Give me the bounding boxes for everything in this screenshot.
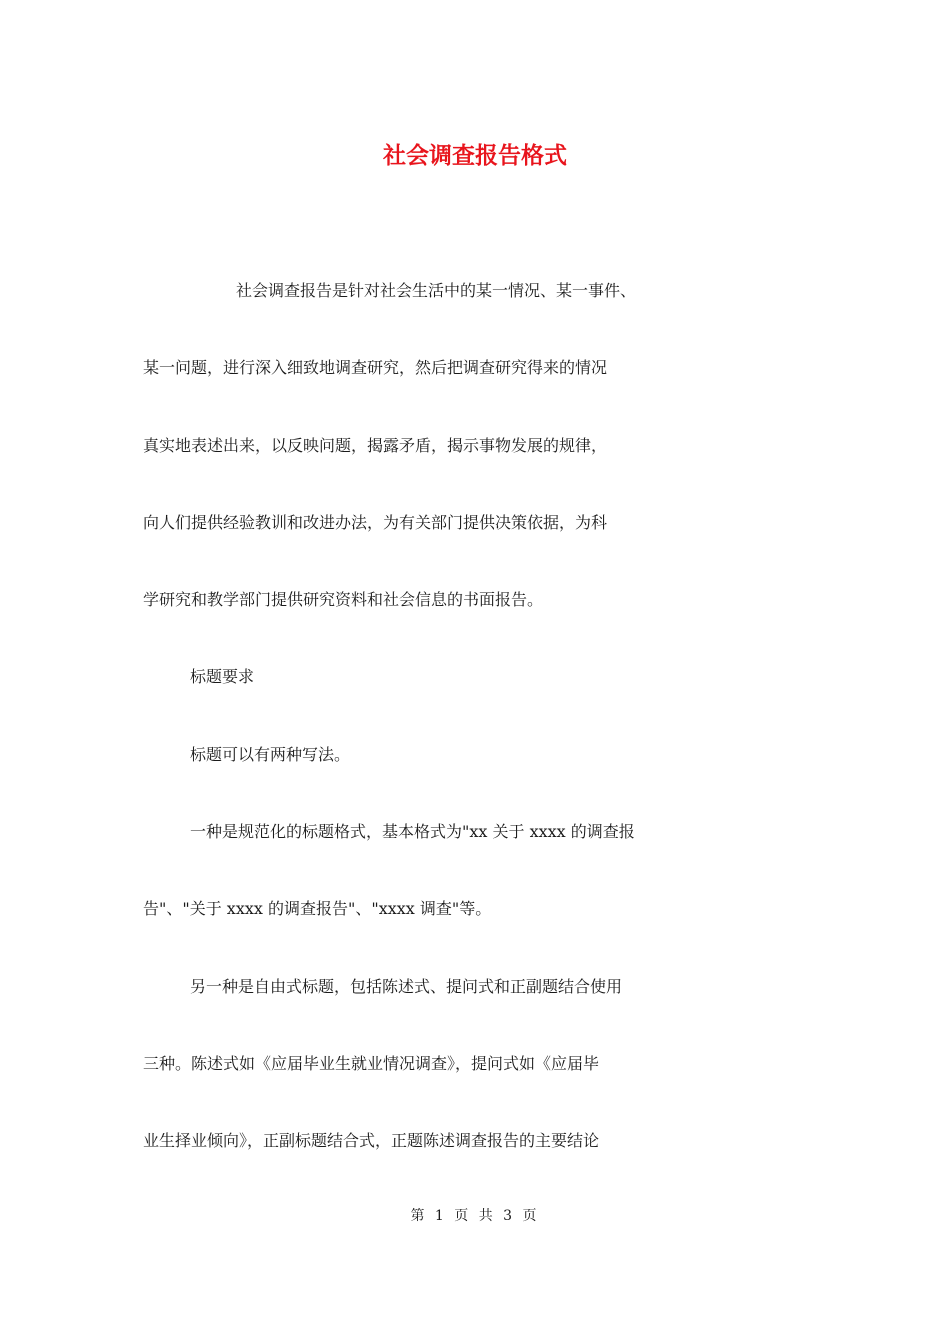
body-line: 某一问题，进行深入细致地调查研究，然后把调查研究得来的情况 <box>143 358 608 378</box>
document-body <box>143 271 807 1199</box>
body-line: 向人们提供经验教训和改进办法，为有关部门提供决策依据，为科 <box>143 512 608 532</box>
body-line: 告"、"关于 xxxx 的调查报告"、"xxxx 调查"等。 <box>143 899 492 919</box>
body-line: 社会调查报告是针对社会生活中的某一情况、某一事件、 <box>236 281 637 300</box>
section-heading: 标题要求 <box>190 667 255 687</box>
body-line: 业生择业倾向》，正副标题结合式，正题陈述调查报告的主要结论 <box>143 1131 600 1151</box>
body-line: 学研究和教学部门提供研究资料和社会信息的书面报告。 <box>143 590 544 610</box>
body-line: 另一种是自由式标题，包括陈述式、提问式和正副题结合使用 <box>190 976 623 996</box>
body-line: 一种是规范化的标题格式，基本格式为"xx 关于 xxxx 的调查报 <box>190 822 635 842</box>
body-line: 三种。陈述式如《应届毕业生就业情况调查》，提问式如《应届毕 <box>143 1053 600 1073</box>
document-title: 社会调查报告格式 <box>383 142 567 169</box>
body-line: 标题可以有两种写法。 <box>190 744 351 764</box>
page-number-footer: 第 1 页 共 3 页 <box>410 1208 540 1224</box>
body-line: 真实地表述出来，以反映问题，揭露矛盾，揭示事物发展的规律， <box>143 435 608 455</box>
